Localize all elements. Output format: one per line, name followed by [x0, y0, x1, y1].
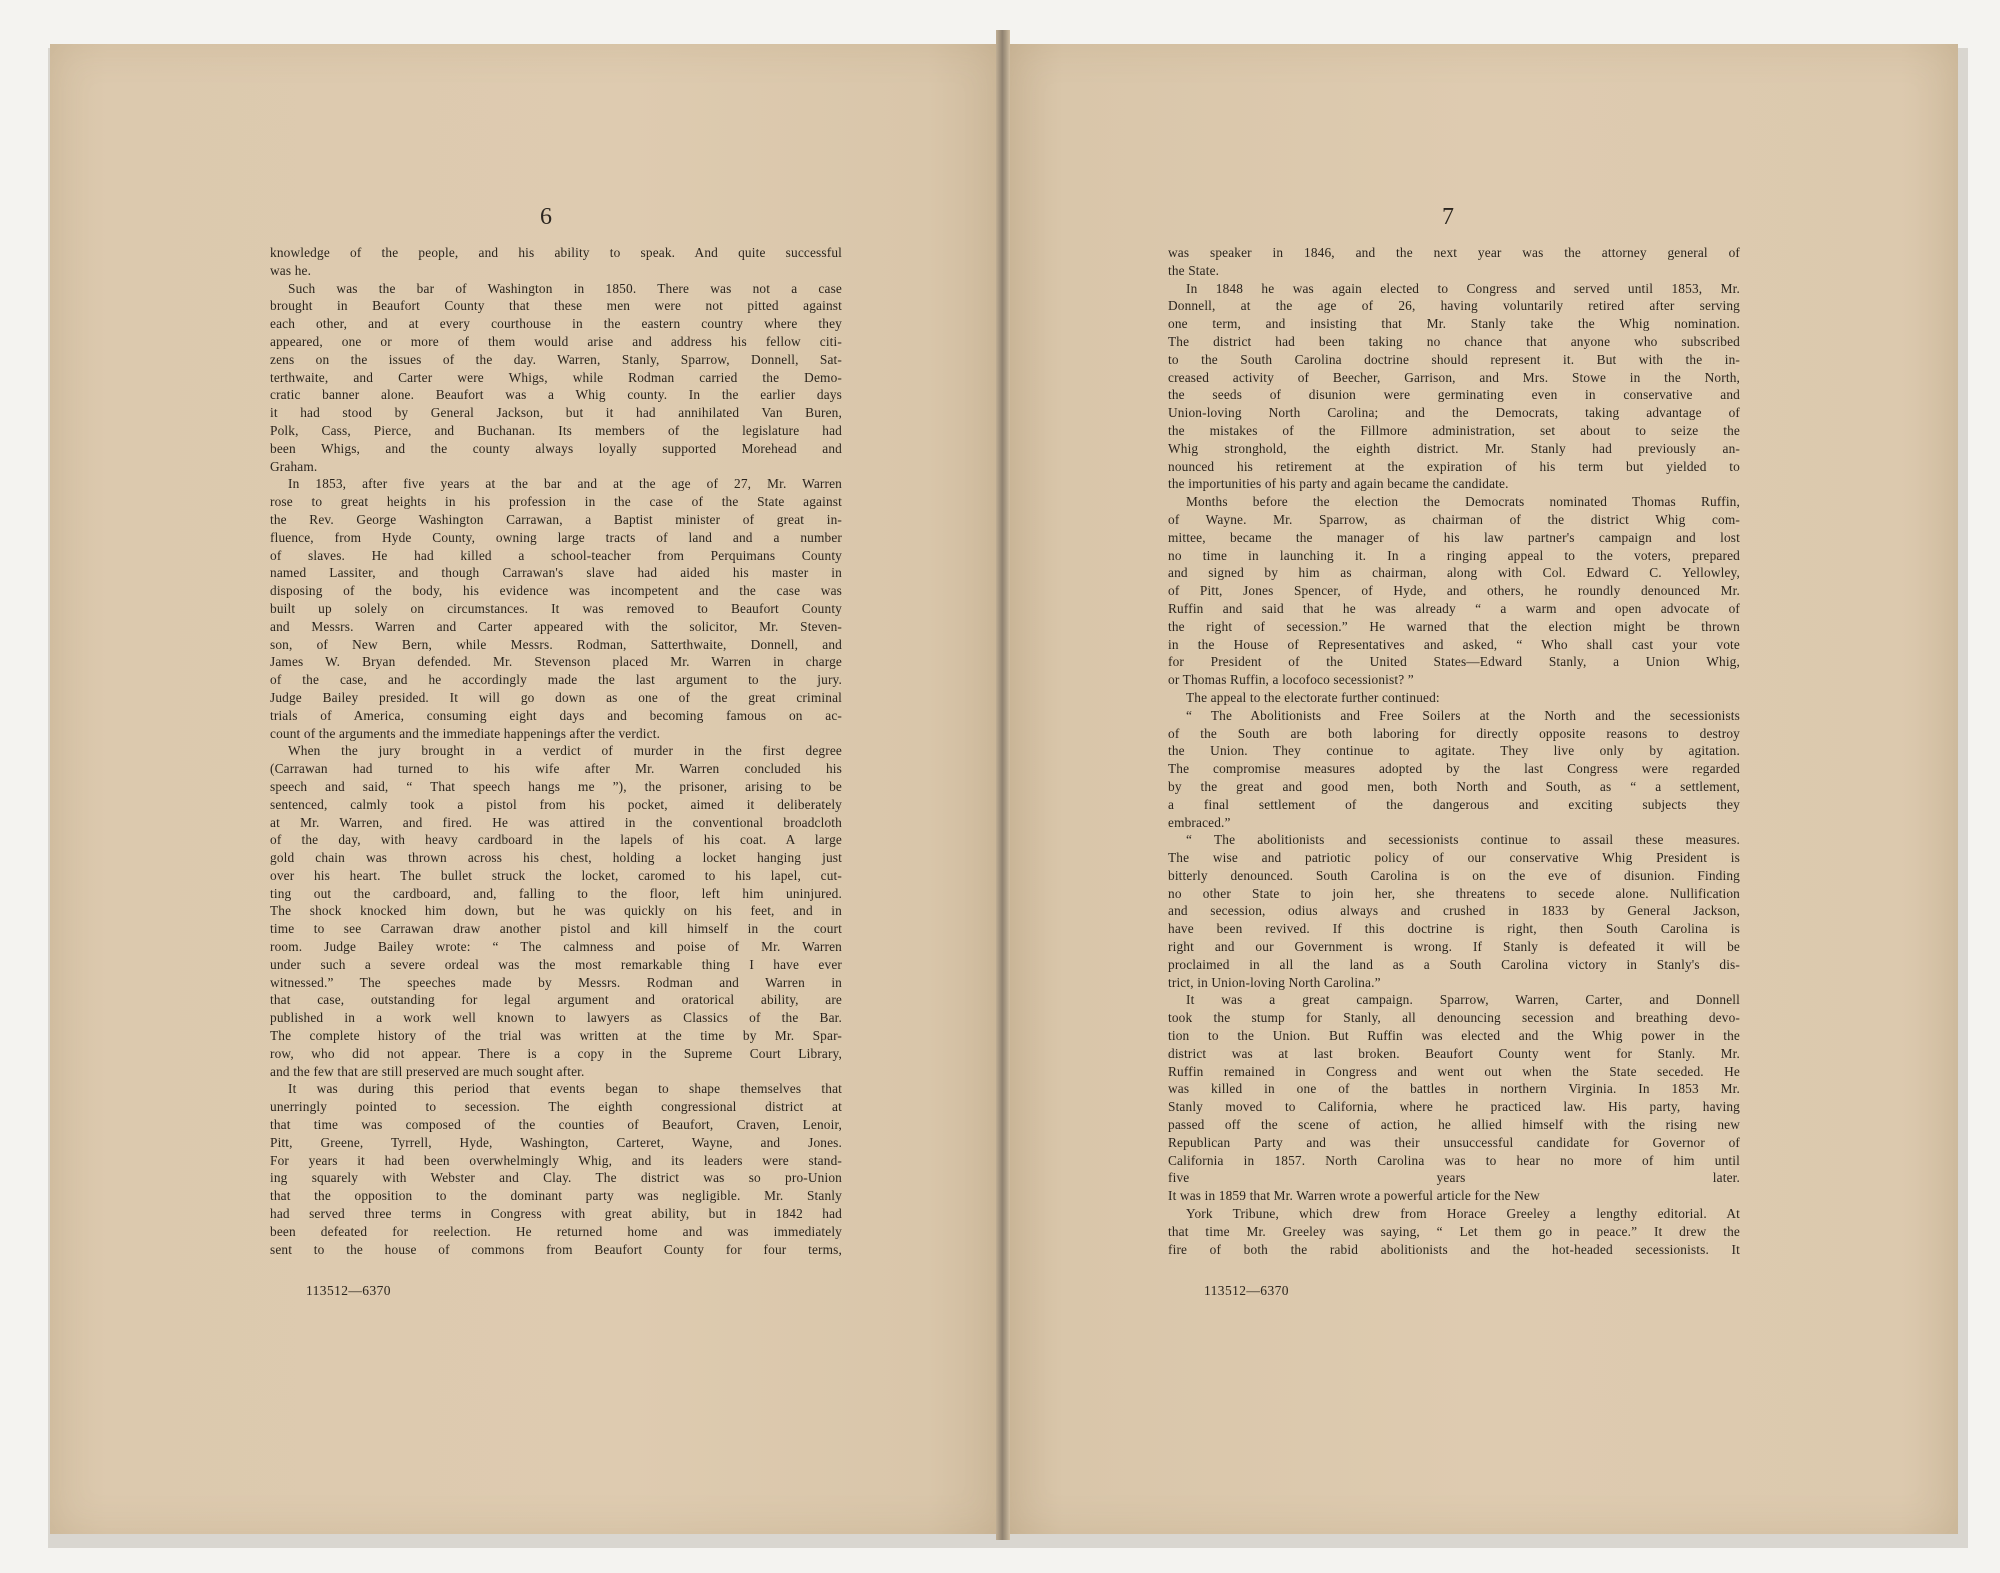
text-line: of slaves. He had killed a school-teacher from Perquimans County [270, 547, 842, 563]
text-line: district was at last broken. Beaufort County went for Stanly. Mr. [1168, 1045, 1740, 1061]
text-line: was he. [270, 262, 312, 278]
text-line: bitterly denounced. South Carolina is on the eve of disunion. Finding [1168, 867, 1740, 883]
text-line: It was during this period that events began to shape themselves that [288, 1081, 842, 1097]
text-line: of Pitt, Jones Spencer, of Hyde, and others, he roundly denounced Mr. [1168, 583, 1740, 599]
text-line: cratic banner alone. Beaufort was a Whig county. In the earlier days [270, 387, 842, 403]
text-line: Union-loving North Carolina; and the Democrats, taking advantage of [1168, 405, 1740, 421]
text-line: of Wayne. Mr. Sparrow, as chairman of the district Whig com- [1168, 511, 1740, 527]
text-line: Stanly moved to California, where he practiced law. His party, having [1168, 1099, 1740, 1115]
text-line: fluence, from Hyde County, owning large tracts of land and a number [270, 529, 842, 545]
text-line: trict, in Union-loving North Carolina.” [1168, 974, 1381, 990]
text-line: ting out the cardboard, and, falling to the floor, left him uninjured. [270, 885, 842, 901]
text-line: no time in launching it. In a ringing appeal to the voters, prepared [1168, 547, 1740, 563]
text-line: that the opposition to the dominant party was negligible. Mr. Stanly [270, 1188, 842, 1204]
text-line: For years it had been overwhelmingly Whig, and its leaders were stand- [270, 1152, 842, 1168]
text-line: Ruffin remained in Congress and went out when the State seceded. He [1168, 1063, 1740, 1079]
page-number-left: 6 [540, 204, 552, 230]
text-line: Pitt, Greene, Tyrrell, Hyde, Washington, Carteret, Wayne, and Jones. [270, 1134, 842, 1150]
text-line: published in a work well known to lawyers as Classics of the Bar. [270, 1010, 842, 1026]
text-line: and the few that are still preserved are much sought after. [270, 1063, 585, 1079]
text-line: and secession, odius always and crushed in 1833 by General Jackson, [1168, 903, 1740, 919]
text-line: count of the arguments and the immediate happenings after the verdict. [270, 725, 661, 741]
text-line: unerringly pointed to secession. The eighth congressional district at [270, 1099, 842, 1115]
text-line: passed off the scene of action, he allied himself with the rising new [1168, 1117, 1740, 1133]
text-line: for President of the United States—Edward Stanly, a Union Whig, [1168, 654, 1740, 670]
text-line: Graham. [270, 458, 318, 474]
text-line: the Rev. George Washington Carrawan, a Baptist minister of great in- [270, 511, 842, 527]
text-line: brought in Beaufort County that these men were not pitted against [270, 298, 842, 314]
text-line: York Tribune, which drew from Horace Greeley a lengthy editorial. At [1186, 1206, 1740, 1222]
text-line: When the jury brought in a verdict of murder in the first degree [288, 743, 842, 759]
text-line: Polk, Cass, Pierce, and Buchanan. Its members of the legislature had [270, 422, 842, 438]
text-line: to the South Carolina doctrine should represent it. But with the in- [1168, 351, 1740, 367]
text-line: of the case, and he accordingly made the last argument to the jury. [270, 672, 842, 688]
text-line: witnessed.” The speeches made by Messrs. Rodman and Warren in [270, 974, 842, 990]
text-line: The appeal to the electorate further continued: [1186, 689, 1440, 705]
text-line: been Whigs, and the county always loyally supported Morehead and [270, 440, 842, 456]
text-line: California in 1857. North Carolina was to hear no more of him until [1168, 1152, 1740, 1168]
text-line: embraced.” [1168, 814, 1231, 830]
text-line: each other, and at every courthouse in the eastern country where they [270, 316, 842, 332]
text-line: in the House of Representatives and asked, “ Who shall cast your vote [1168, 636, 1740, 652]
text-line: creased activity of Beecher, Garrison, and Mrs. Stowe in the North, [1168, 369, 1740, 385]
text-line: named Lassiter, and though Carrawan's slave had aided his master in [270, 565, 842, 581]
text-line: Ruffin and said that he was already “ a warm and open advocate of [1168, 600, 1740, 616]
right-page-text [1168, 244, 1740, 1258]
text-line: nounced his retirement at the expiration of his term but yielded to [1168, 458, 1740, 474]
text-line: appeared, one or more of them would arise and address his fellow citi- [270, 333, 842, 349]
text-line: at Mr. Warren, and fired. He was attired in the conventional broadcloth [270, 814, 842, 830]
text-line: Donnell, at the age of 26, having voluntarily retired after serving [1168, 298, 1740, 314]
text-line: rose to great heights in his profession in the case of the State against [270, 494, 842, 510]
text-line: It was in 1859 that Mr. Warren wrote a powerful article for the New [1168, 1188, 1540, 1204]
text-line: tion to the Union. But Ruffin was elected and the Whig power in the [1168, 1028, 1740, 1044]
text-line: had served three terms in Congress with great ability, but in 1842 had [270, 1206, 842, 1222]
text-line: ing squarely with Webster and Clay. The district was so pro-Union [270, 1170, 842, 1186]
text-line: Whig stronghold, the eighth district. Mr. Stanly had previously an- [1168, 440, 1740, 456]
text-line: and signed by him as chairman, along with Col. Edward C. Yellowley, [1168, 565, 1740, 581]
text-line: In 1853, after five years at the bar and at the age of 27, Mr. Warren [288, 476, 842, 492]
text-line: Months before the election the Democrats nominated Thomas Ruffin, [1186, 494, 1740, 510]
text-line: that time was composed of the counties of Beaufort, Craven, Lenoir, [270, 1117, 842, 1133]
text-line: The shock knocked him down, but he was quickly on his feet, and in [270, 903, 842, 919]
text-line: built up solely on circumstances. It was removed to Beaufort County [270, 600, 842, 616]
left-page-text [270, 244, 842, 1258]
text-line: was killed in one of the battles in northern Virginia. In 1853 Mr. [1168, 1081, 1740, 1097]
text-line: In 1848 he was again elected to Congress and served until 1853, Mr. [1186, 280, 1740, 296]
text-line: son, of New Bern, while Messrs. Rodman, Satterthwaite, Donnell, and [270, 636, 842, 652]
text-line: the Union. They continue to agitate. They live only by agitation. [1168, 743, 1740, 759]
right-page-footer-code: 113512—6370 [1204, 1283, 1289, 1298]
text-line: proclaimed in all the land as a South Carolina victory in Stanly's dis- [1168, 956, 1740, 972]
text-line: time to see Carrawan draw another pistol and kill himself in the court [270, 921, 842, 937]
text-line: The compromise measures adopted by the last Congress were regarded [1168, 761, 1740, 777]
text-line: a final settlement of the dangerous and exciting subjects they [1168, 796, 1740, 812]
text-line: room. Judge Bailey wrote: “ The calmness and poise of Mr. Warren [270, 939, 842, 955]
text-line: Judge Bailey presided. It will go down as one of the great criminal [270, 689, 842, 705]
text-line: the State. [1168, 262, 1220, 278]
text-line: trials of America, consuming eight days and becoming famous on ac- [270, 707, 842, 723]
text-line: the importunities of his party and again became the candidate. [1168, 476, 1509, 492]
text-line: right and our Government is wrong. If Stanly is defeated it will be [1168, 939, 1740, 955]
text-line: Such was the bar of Washington in 1850. There was not a case [288, 280, 842, 296]
text-line: The complete history of the trial was written at the time by Mr. Spar- [270, 1028, 842, 1044]
text-line: by the great and good men, both North and South, as “ a settlement, [1168, 778, 1740, 794]
text-line: James W. Bryan defended. Mr. Stevenson placed Mr. Warren in charge [270, 654, 842, 670]
text-line: it had stood by General Jackson, but it had annihilated Van Buren, [270, 405, 842, 421]
text-line: been defeated for reelection. He returned home and was immediately [270, 1223, 842, 1239]
text-line: over his heart. The bullet struck the locket, caromed to his lapel, cut- [270, 867, 842, 883]
text-line: or Thomas Ruffin, a locofoco secessionist? ” [1168, 672, 1414, 688]
text-line: zens on the issues of the day. Warren, Stanly, Sparrow, Donnell, Sat- [270, 351, 842, 367]
text-line: of the day, with heavy cardboard in the lapels of his coat. A large [270, 832, 842, 848]
text-line: sent to the house of commons from Beaufort County for four terms, [270, 1241, 842, 1257]
text-line: no other State to join her, she threatens to secede alone. Nullification [1168, 885, 1740, 901]
text-line: took the stump for Stanly, all denouncing secession and breathing devo- [1168, 1010, 1740, 1026]
text-line: “ The abolitionists and secessionists continue to assail these measures. [1186, 832, 1740, 848]
text-line: (Carrawan had turned to his wife after Mr. Warren concluded his [270, 761, 842, 777]
text-line: fire of both the rabid abolitionists and the hot-headed secessionists. It [1168, 1241, 1740, 1257]
text-line: disposing of the body, his evidence was incompetent and the case was [270, 583, 842, 599]
text-line: one term, and insisting that Mr. Stanly take the Whig nomination. [1168, 316, 1740, 332]
text-line: knowledge of the people, and his ability to speak. And quite successful [270, 245, 842, 260]
page-number-right: 7 [1442, 204, 1454, 230]
text-line: was speaker in 1846, and the next year was the attorney general of [1168, 245, 1740, 260]
text-line: mittee, became the manager of his law partner's campaign and lost [1168, 529, 1740, 545]
text-line: sentenced, calmly took a pistol from his pocket, aimed it deliberately [270, 796, 842, 812]
text-line: The district had been taking no chance that anyone who subscribed [1168, 333, 1740, 349]
text-line: row, who did not appear. There is a copy in the Supreme Court Library, [270, 1045, 842, 1061]
text-line: the right of secession.” He warned that the election might be thrown [1168, 618, 1740, 634]
text-line: “ The Abolitionists and Free Soilers at the North and the secessionists [1186, 707, 1740, 723]
left-page-footer-code: 113512—6370 [306, 1283, 391, 1298]
text-line: the seeds of disunion were germinating even in conservative and [1168, 387, 1740, 403]
text-line: the mistakes of the Fillmore administration, set about to seize the [1168, 422, 1740, 438]
text-line: It was a great campaign. Sparrow, Warren, Carter, and Donnell [1186, 992, 1740, 1008]
text-line: that time Mr. Greeley was saying, “ Let them go in peace.” It drew the [1168, 1223, 1740, 1239]
text-line: terthwaite, and Carter were Whigs, while Rodman carried the Demo- [270, 369, 842, 385]
text-line: under such a severe ordeal was the most remarkable thing I have ever [270, 956, 842, 972]
text-line: that case, outstanding for legal argument and oratorical ability, are [270, 992, 842, 1008]
text-line: speech and said, “ That speech hangs me ”), the prisoner, arising to be [270, 778, 842, 794]
text-line: gold chain was thrown across his chest, holding a locket hanging just [270, 850, 842, 866]
text-line: five years later. [1168, 1170, 1740, 1186]
text-line: The wise and patriotic policy of our conservative Whig President is [1168, 850, 1740, 866]
text-line: of the South are both laboring for directly opposite reasons to destroy [1168, 725, 1740, 741]
text-line: and Messrs. Warren and Carter appeared with the solicitor, Mr. Steven- [270, 618, 842, 634]
text-line: Republican Party and was their unsuccessful candidate for Governor of [1168, 1134, 1740, 1150]
book-gutter [996, 30, 1010, 1540]
text-line: have been revived. If this doctrine is right, then South Carolina is [1168, 921, 1740, 937]
